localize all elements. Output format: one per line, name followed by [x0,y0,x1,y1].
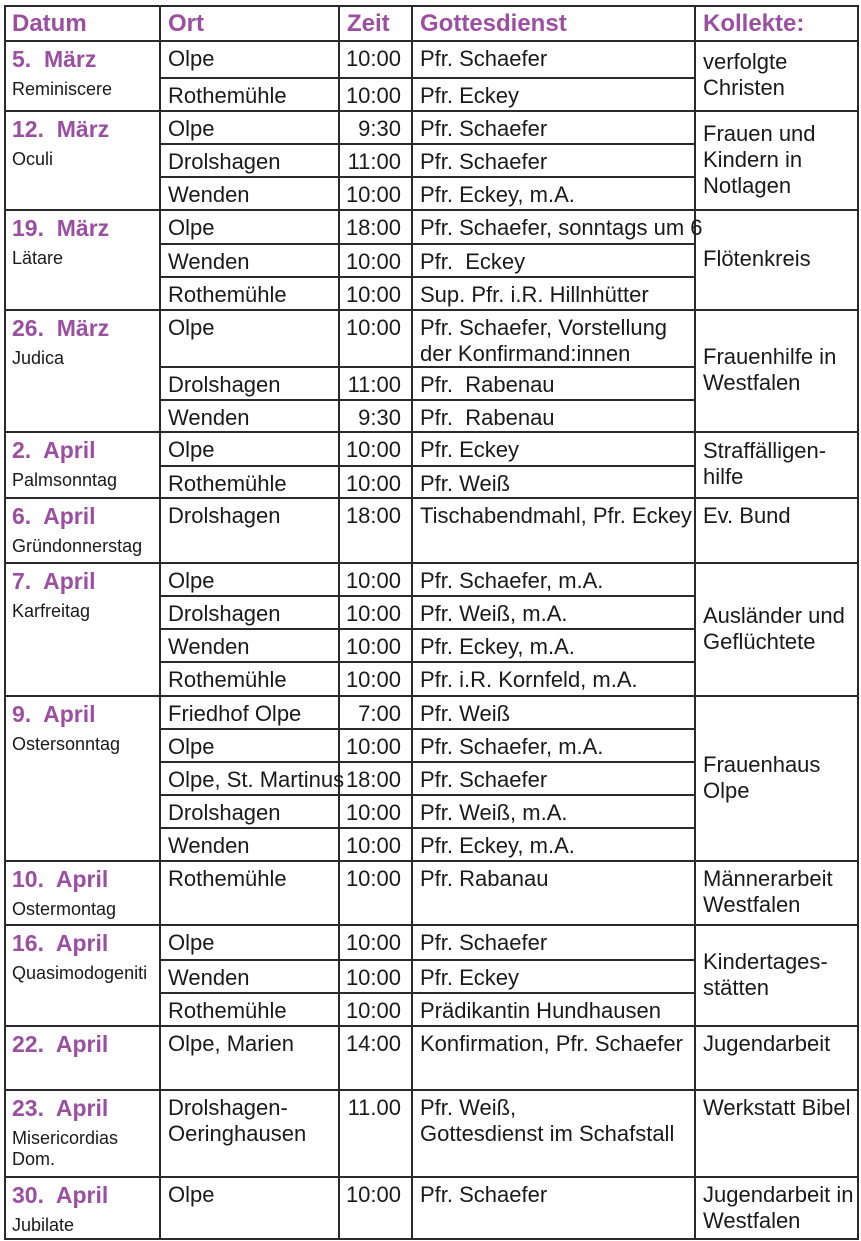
service-date: 22. April [12,1031,109,1057]
kollekte-text: Jugendarbeit [703,1031,831,1056]
service-location: Drolshagen [168,601,281,626]
service-details: Pfr. Eckey, m.A. [420,833,575,858]
sunday-name: Judica [12,348,65,368]
service-details: Pfr. Eckey, m.A. [420,634,575,659]
kollekte-text: Ausländer und Geflüchtete [703,603,845,654]
row-rule [159,176,696,178]
service-time: 10:00 [345,634,401,659]
service-location: Wenden [168,634,250,659]
sunday-name: Ostersonntag [12,734,121,754]
service-date: 7. April [12,568,96,594]
service-time: 11:00 [347,149,401,174]
group-rule [4,695,859,697]
outer-left-border [4,5,6,1240]
service-time: 10:00 [345,83,401,108]
sunday-name: Jubilate [12,1215,75,1235]
service-location: Rothemühle [168,667,287,692]
service-details: Pfr. Weiß, m.A. [420,800,568,825]
service-location: Rothemühle [168,282,287,307]
top-border [4,5,859,7]
group-rule [4,309,859,311]
service-time: 18:00 [345,215,401,240]
row-rule [159,465,696,467]
service-location: Rothemühle [168,866,287,891]
service-location: Drolshagen [168,372,281,397]
service-location: Rothemühle [168,83,287,108]
service-time: 10:00 [345,965,401,990]
service-details: Pfr. Schaefer [420,46,548,71]
row-rule [159,276,696,278]
service-details: Pfr. Schaefer [420,149,548,174]
kollekte-text: Ev. Bund [703,503,791,528]
service-location: Olpe, Marien [168,1031,294,1056]
group-rule [4,1176,859,1178]
service-details: Pfr. Schaefer, m.A. [420,568,604,593]
sunday-name: Karfreitag [12,601,91,621]
service-time: 10:00 [345,601,401,626]
row-rule [159,143,696,145]
column-divider-datum [159,5,161,1240]
header-kollekte: Kollekte: [703,10,805,37]
service-details: Pfr. Rabanau [420,866,549,891]
service-details: Pfr. Weiß, Gottesdienst im Schafstall [420,1095,675,1146]
service-details: Pfr. Eckey [420,437,520,462]
service-details: Prädikantin Hundhausen [420,998,661,1023]
row-rule [159,628,696,630]
column-divider-zeit [411,5,413,1240]
service-time: 10:00 [345,800,401,825]
service-details: Pfr. Eckey [420,249,526,274]
row-rule [159,827,696,829]
service-location: Friedhof Olpe [168,701,302,726]
service-location: Olpe [168,46,215,71]
group-rule [4,562,859,564]
group-rule [4,209,859,211]
row-rule [159,761,696,763]
service-time: 10:00 [345,46,401,71]
header-zeit: Zeit [347,10,390,37]
service-details: Pfr. Schaefer, sonntags um 6 [420,215,703,240]
service-location: Wenden [168,965,250,990]
service-time: 10:00 [345,282,401,307]
service-time: 14:00 [345,1031,401,1056]
row-rule [159,595,696,597]
service-location: Drolshagen [168,149,281,174]
kollekte-text: Jugendarbeit in Westfalen [703,1182,854,1233]
service-location: Drolshagen [168,503,281,528]
header-gottesdienst: Gottesdienst [420,10,567,37]
service-location: Rothemühle [168,998,287,1023]
sunday-name: Misericordias Dom. [12,1128,119,1169]
service-time: 10:00 [345,667,401,692]
sunday-name: Ostermontag [12,899,117,919]
service-location: Wenden [168,249,250,274]
service-details: Tischabendmahl, Pfr. Eckey [420,503,692,528]
row-rule [159,661,696,663]
kollekte-text: verfolgte Christen [703,49,788,100]
sunday-name: Lätare [12,248,64,268]
service-location: Drolshagen- Oeringhausen [168,1095,307,1146]
sunday-name: Reminiscere [12,79,113,99]
outer-right-border [857,5,859,1240]
service-details: Sup. Pfr. i.R. Hillnhütter [420,282,649,307]
service-time: 18:00 [345,503,401,528]
service-date: 6. April [12,503,96,529]
service-date: 12. März [12,116,110,142]
row-rule [159,794,696,796]
sunday-name: Palmsonntag [12,470,118,490]
service-location: Olpe [168,437,215,462]
service-location: Olpe, St. Martinus [168,767,345,792]
service-location: Rothemühle [168,471,287,496]
group-rule [4,110,859,112]
group-rule [4,924,859,926]
service-date: 26. März [12,315,110,341]
service-time: 10:00 [345,734,401,759]
service-details: Pfr. Schaefer, m.A. [420,734,604,759]
service-location: Olpe [168,734,215,759]
header-ort: Ort [168,10,204,37]
service-date: 23. April [12,1095,109,1121]
group-rule [4,1089,859,1091]
service-details: Pfr. Eckey [420,83,520,108]
service-time: 9:30 [358,405,401,430]
service-time: 11.00 [347,1095,401,1120]
service-details: Pfr. Weiß [420,701,511,726]
service-date: 9. April [12,701,96,727]
service-time: 10:00 [345,182,401,207]
service-date: 2. April [12,437,96,463]
sunday-name: Oculi [12,149,54,169]
kollekte-text: Frauen und Kindern in Notlagen [703,121,816,198]
service-date: 16. April [12,930,109,956]
service-details: Pfr. Weiß [420,471,511,496]
service-details: Pfr. Rabenau [420,405,555,430]
service-details: Pfr. Eckey, m.A. [420,182,575,207]
service-time: 10:00 [345,930,401,955]
kollekte-text: Straffälligen- hilfe [703,438,827,489]
header-bottom-rule [4,40,859,42]
service-time: 10:00 [345,471,401,496]
service-location: Olpe [168,568,215,593]
kollekte-text: Frauenhaus Olpe [703,752,821,803]
service-location: Olpe [168,930,215,955]
service-location: Drolshagen [168,800,281,825]
service-location: Olpe [168,315,215,340]
row-rule [159,77,696,79]
service-time: 10:00 [345,833,401,858]
sunday-name: Quasimodogeniti [12,963,148,983]
service-details: Konfirmation, Pfr. Schaefer [420,1031,683,1056]
service-time: 11:00 [347,372,401,397]
header-datum: Datum [12,10,87,37]
group-rule [4,860,859,862]
service-time: 18:00 [345,767,401,792]
kollekte-text: Flötenkreis [703,246,811,271]
row-rule [159,399,696,401]
service-details: Pfr. Schaefer [420,1182,548,1207]
service-details: Pfr. Schaefer [420,767,548,792]
row-rule [159,959,696,961]
service-date: 5. März [12,46,97,72]
kollekte-text: Männerarbeit Westfalen [703,866,833,917]
service-location: Olpe [168,1182,215,1207]
sunday-name: Gründonnerstag [12,536,143,556]
service-date: 30. April [12,1182,109,1208]
service-time: 10:00 [345,568,401,593]
service-date: 10. April [12,866,109,892]
column-divider-gottesdienst [694,5,696,1240]
service-details: Pfr. i.R. Kornfeld, m.A. [420,667,638,692]
service-details: Pfr. Schaefer [420,930,548,955]
service-time: 10:00 [345,437,401,462]
service-time: 10:00 [345,249,401,274]
row-rule [159,243,696,245]
service-details: Pfr. Eckey [420,965,520,990]
service-time: 10:00 [345,315,401,340]
service-location: Wenden [168,405,250,430]
service-time: 10:00 [345,866,401,891]
group-rule [4,431,859,433]
row-rule [159,992,696,994]
kollekte-text: Kindertages- stätten [703,949,828,1000]
service-details: Pfr. Schaefer [420,116,548,141]
service-time: 10:00 [345,998,401,1023]
service-time: 7:00 [358,701,401,726]
service-details: Pfr. Rabenau [420,372,555,397]
group-rule [4,1238,859,1240]
service-details: Pfr. Schaefer, Vorstellung der Konfirmand:innen [420,315,668,366]
service-time: 10:00 [345,1182,401,1207]
service-location: Olpe [168,215,215,240]
service-location: Olpe [168,116,215,141]
row-rule [159,728,696,730]
service-location: Wenden [168,182,250,207]
service-location: Wenden [168,833,250,858]
service-details: Pfr. Weiß, m.A. [420,601,568,626]
service-date: 19. März [12,215,110,241]
kollekte-text: Frauenhilfe in Westfalen [703,344,837,395]
kollekte-text: Werkstatt Bibel [703,1095,851,1120]
service-time: 9:30 [358,116,401,141]
group-rule [4,497,859,499]
group-rule [4,1025,859,1027]
